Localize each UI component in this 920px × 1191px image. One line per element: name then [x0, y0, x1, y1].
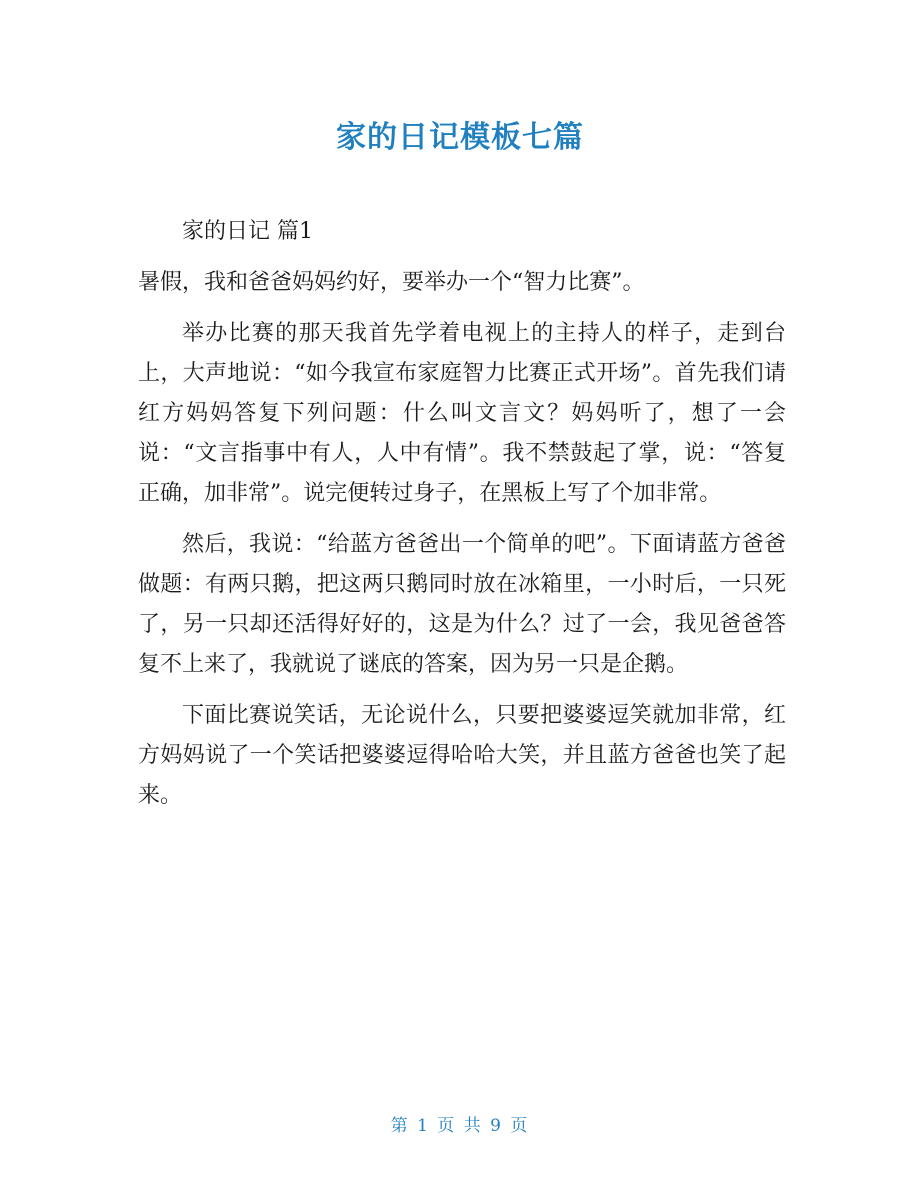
paragraph: 然后，我说：“给蓝方爸爸出一个简单的吧”。下面请蓝方爸爸做题：有两只鹅，把这两只鹅同时放在冰箱里，一小时后，一只死了，另一只却还活得好好的，这是为什么？过了一会，我见爸爸答复不上来了，我就说了谜底的答案，因为另一只是企鹅。: [138, 532, 786, 677]
document-title: 家的日记模板七篇: [336, 120, 584, 155]
page-number-footer: 第 1 页 共 9 页: [390, 1116, 530, 1136]
document-body: [138, 212, 786, 827]
paragraph: 举办比赛的那天我首先学着电视上的主持人的样子，走到台上，大声地说：“如今我宣布家庭智力比赛正式开场”。首先我们请红方妈妈答复下列问题：什么叫文言文？妈妈听了，想了一会说：“文言指事中有人，人中有情”。我不禁鼓起了掌，说：“答复正确，加非常”。说完便转过身子，在黑板上写了个加非常。: [138, 321, 786, 506]
paragraph: 下面比赛说笑话，无论说什么，只要把婆婆逗笑就加非常，红方妈妈说了一个笑话把婆婆逗得哈哈大笑，并且蓝方爸爸也笑了起来。: [138, 703, 786, 808]
paragraph: 暑假，我和爸爸妈妈约好，要举办一个“智力比赛”。: [138, 270, 645, 295]
section-heading: 家的日记 篇1: [182, 219, 313, 244]
